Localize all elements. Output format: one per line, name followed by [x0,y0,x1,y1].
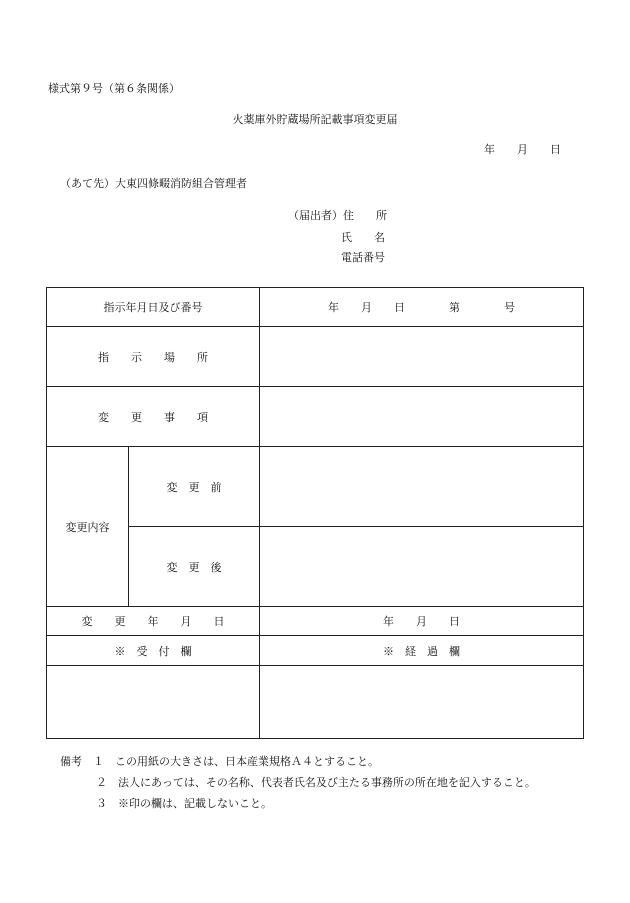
change-date-label: 変 更 年 月 日 [47,607,260,636]
table-row [47,447,584,527]
table-row [47,666,584,739]
progress-label: ※ 経 過 欄 [260,636,584,666]
matter-label: 変 更 事 項 [47,387,260,447]
place-label: 指 示 場 所 [47,327,260,387]
designation-label: 指示年月日及び番号 [47,288,260,327]
notifier-address-label: （届出者）住 所 [288,209,387,222]
before-value-cell[interactable] [260,447,584,527]
table-row [47,636,584,666]
reception-cell [47,666,260,739]
table-row [47,607,584,636]
form-number: 様式第９号（第６条関係） [48,82,180,95]
notifier-name-label: 氏 名 [341,231,385,244]
table-row [47,327,584,387]
form-title: 火薬庫外貯蔵場所記載事項変更届 [232,113,398,126]
notifier-phone-label: 電話番号 [341,251,385,264]
table-row [47,387,584,447]
table-row [47,288,584,327]
progress-cell [260,666,584,739]
reception-label: ※ 受 付 欄 [47,636,260,666]
change-date-value: 年 月 日 [260,607,584,636]
after-label: 変 更 後 [129,527,260,607]
remarks-line-1: 備考 １ この用紙の大きさは、日本産業規格Ａ４とすること。 [60,755,379,768]
remarks-line-2: ２ 法人にあっては、その名称、代表者氏名及び主たる事務所の所在地を記入すること。 [96,776,536,789]
matter-value-cell[interactable] [260,387,584,447]
addressee: （あて先）大東四條畷消防組合管理者 [60,177,247,190]
designation-value: 年 月 日 第 号 [260,288,584,327]
date-line: 年 月 日 [484,143,561,156]
after-value-cell[interactable] [260,527,584,607]
before-label: 変 更 前 [129,447,260,527]
place-value-cell[interactable] [260,327,584,387]
remarks-line-3: ３ ※印の欄は、記載しないこと。 [96,797,272,810]
content-label: 変更内容 [47,447,129,607]
change-form-table [46,287,584,739]
